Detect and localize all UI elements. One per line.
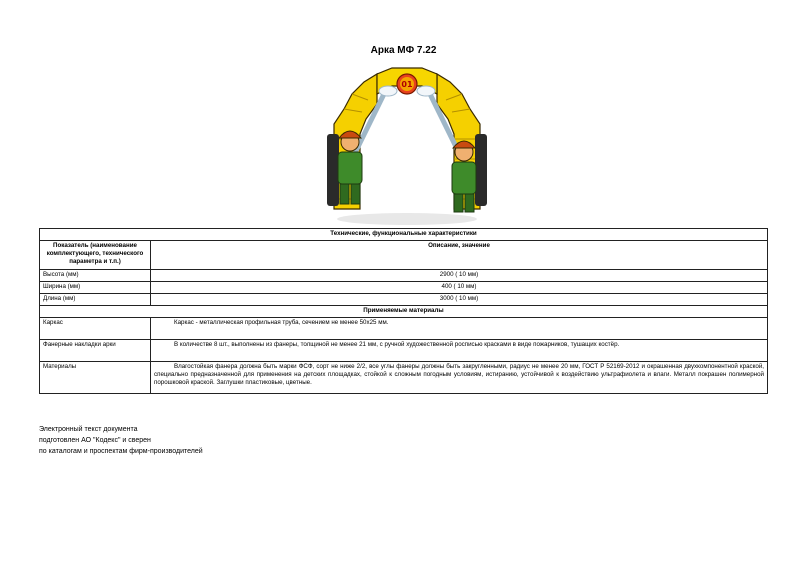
material-value: Каркас - металлическая профильная труба, сечением не менее 50х25 мм. bbox=[151, 318, 768, 340]
table-row bbox=[40, 270, 768, 282]
arch-illustration bbox=[322, 64, 492, 226]
spec-table bbox=[39, 228, 768, 394]
material-param: Каркас bbox=[40, 318, 151, 340]
row-param: Длина (мм) bbox=[40, 294, 151, 306]
section-title-characteristics: Технические, функциональные характеристики bbox=[40, 229, 768, 241]
table-row bbox=[40, 282, 768, 294]
column-header-parameter: Показатель (наименование комплектующего, технического параметра и т.п.) bbox=[40, 241, 151, 270]
row-param: Высота (мм) bbox=[40, 270, 151, 282]
document-title: Арка МФ 7.22 bbox=[370, 45, 437, 56]
table-row bbox=[40, 340, 768, 362]
footer-line: подготовлен АО "Кодекс" и сверен bbox=[39, 437, 151, 444]
column-header-value: Описание, значение bbox=[151, 241, 768, 270]
row-value: 2900 ( 10 мм) bbox=[151, 270, 768, 282]
material-param: Материалы bbox=[40, 362, 151, 394]
row-param: Ширина (мм) bbox=[40, 282, 151, 294]
row-value: 3000 ( 10 мм) bbox=[151, 294, 768, 306]
material-value: Влагостойкая фанера должна быть марки ФСФ, сорт не ниже 2/2, все углы фанеры должны быть закругленными, радиус не менее 20 мм, ГОСТ Р 52169-2012 и окрашенная двухкомпонентной краской, специально предназначенной для применения на детских площадках, стойкой к сложным погодным условиям, истиранию, устойчивой к воздействию ультрафиолета и влаги. Металл покрашен полимерной порошковой краской. Заглушки пластиковые, цветные. bbox=[151, 362, 768, 394]
table-row bbox=[40, 318, 768, 340]
footer-line: Электронный текст документа bbox=[39, 426, 138, 433]
material-value: В количестве 8 шт., выполнены из фанеры, толщиной не менее 21 мм, с ручной художественной росписью красками в виде пожарников, тушащих костёр. bbox=[151, 340, 768, 362]
footer-note bbox=[39, 424, 203, 457]
footer-line: по каталогам и проспектам фирм-производителей bbox=[39, 448, 203, 455]
table-row bbox=[40, 294, 768, 306]
section-title-materials: Применяемые материалы bbox=[40, 306, 768, 318]
row-value: 400 ( 10 мм) bbox=[151, 282, 768, 294]
material-param: Фанерные накладки арки bbox=[40, 340, 151, 362]
badge-number: 01 bbox=[401, 80, 413, 89]
table-row bbox=[40, 362, 768, 394]
